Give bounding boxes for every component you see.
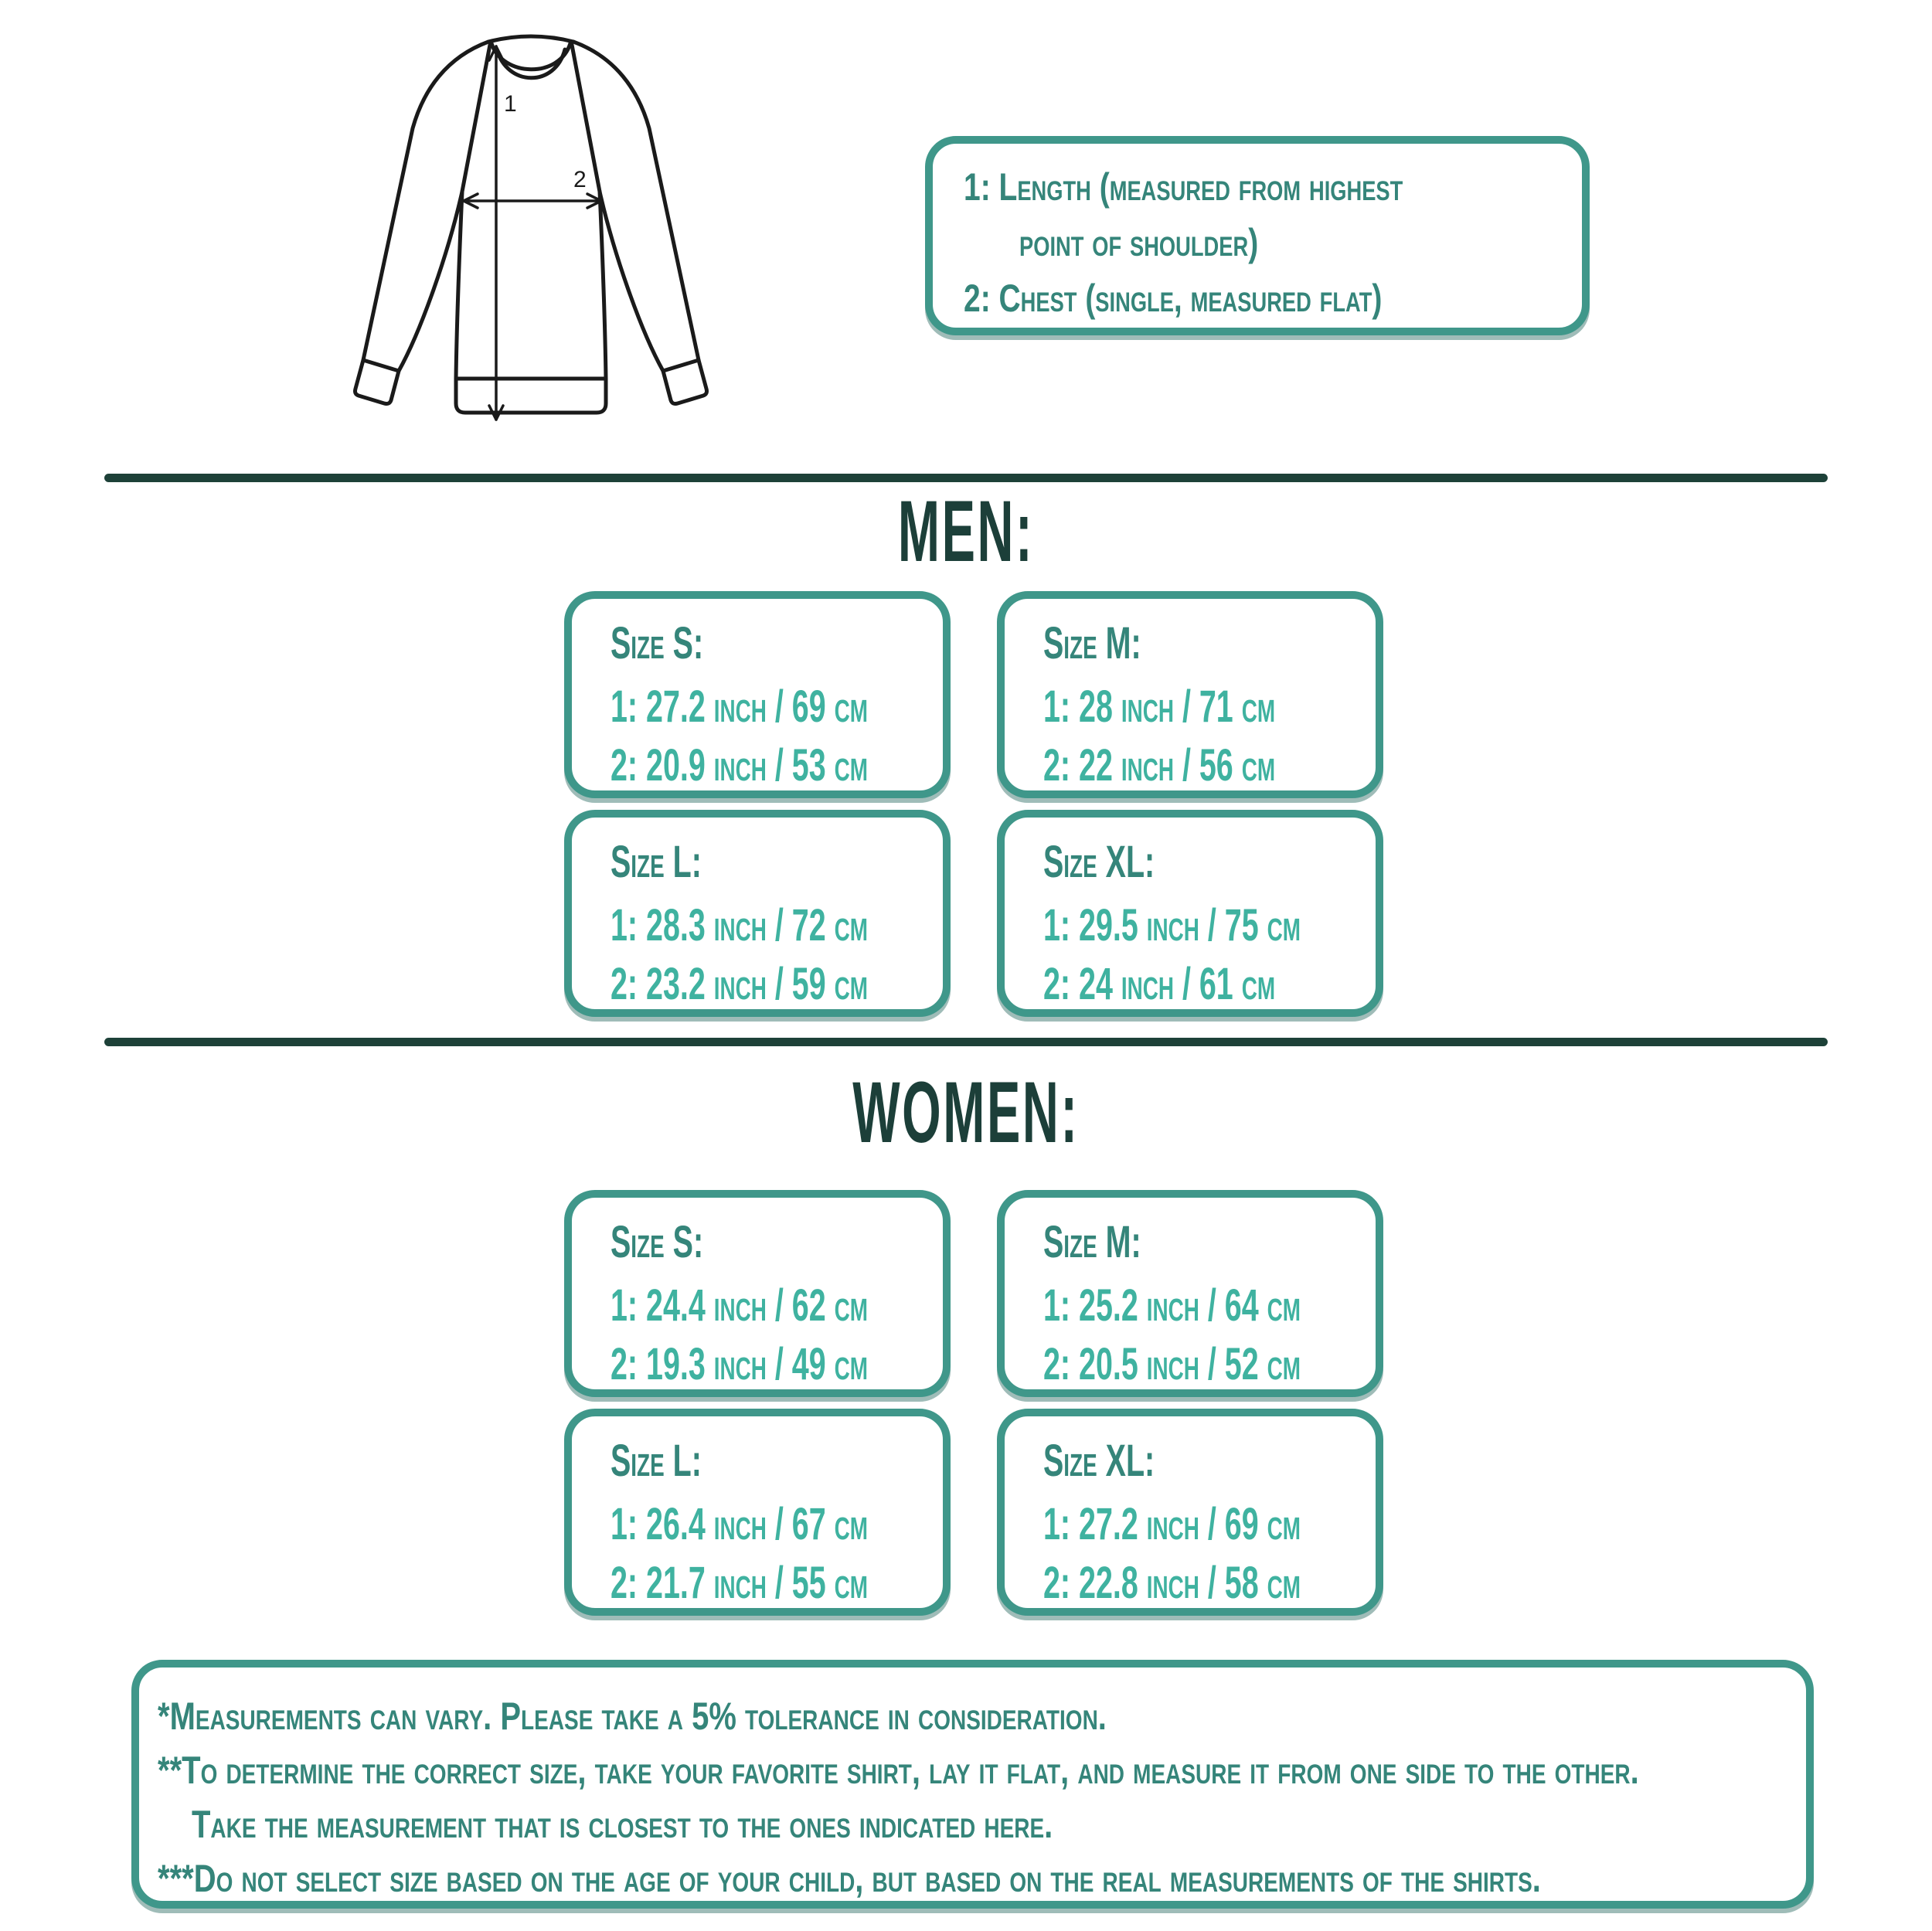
shirt-diagram xyxy=(348,29,715,435)
size-measurement: 1: 29.5 inch / 75 cm xyxy=(1043,900,1301,950)
length-arrow-label: 1 xyxy=(504,91,517,117)
size-measurement: 2: 21.7 inch / 55 cm xyxy=(611,1558,868,1608)
men-heading-text: MEN: xyxy=(897,483,1035,580)
chest-arrow-label: 2 xyxy=(573,167,587,192)
women-size-s-box xyxy=(564,1190,951,1397)
legend-line: 2: Chest (single, measured flat) xyxy=(964,277,1383,320)
legend-line: point of shoulder) xyxy=(1019,221,1259,264)
footnote: *Measurements can vary. Please take a 5% tolerance in consideration. xyxy=(158,1695,1107,1738)
shirt-cuff-left xyxy=(355,360,400,404)
men-size-xl-box xyxy=(997,810,1383,1017)
size-measurement: 2: 23.2 inch / 59 cm xyxy=(611,959,868,1009)
size-measurement: 1: 28 inch / 71 cm xyxy=(1043,682,1276,732)
size-measurement: 1: 28.3 inch / 72 cm xyxy=(611,900,868,950)
men-section-heading xyxy=(0,483,1932,580)
women-section-heading xyxy=(0,1064,1932,1161)
women-heading-text: WOMEN: xyxy=(852,1064,1080,1161)
size-label: Size M: xyxy=(1043,618,1141,668)
size-measurement: 2: 24 inch / 61 cm xyxy=(1043,959,1276,1009)
shirt-collar-top xyxy=(488,36,573,42)
shirt-sleeve-right-inner xyxy=(600,192,663,371)
men-size-l-box xyxy=(564,810,951,1017)
shirt-hem-band xyxy=(456,379,606,413)
size-measurement: 1: 27.2 inch / 69 cm xyxy=(611,682,868,732)
size-measurement: 1: 24.4 inch / 62 cm xyxy=(611,1280,868,1331)
footnote: Take the measurement that is closest to the ones indicated here. xyxy=(192,1803,1053,1846)
women-section-divider xyxy=(104,1038,1828,1046)
length-arrow xyxy=(489,46,503,420)
shirt-raglan-left xyxy=(462,45,490,192)
size-measurement: 2: 20.5 inch / 52 cm xyxy=(1043,1339,1301,1389)
size-label: Size L: xyxy=(611,837,702,887)
size-measurement: 1: 25.2 inch / 64 cm xyxy=(1043,1280,1301,1331)
size-label: Size XL: xyxy=(1043,837,1155,887)
footnote: ***Do not select size based on the age of your child, but based on the real measurements of the shirts. xyxy=(158,1857,1541,1900)
footnotes-box xyxy=(131,1660,1814,1909)
measurement-legend-box xyxy=(925,136,1590,335)
women-size-xl-box xyxy=(997,1409,1383,1616)
size-label: Size S: xyxy=(611,1217,704,1267)
size-label: Size XL: xyxy=(1043,1436,1155,1486)
size-measurement: 2: 19.3 inch / 49 cm xyxy=(611,1339,868,1389)
men-size-s-box xyxy=(564,591,951,798)
chest-arrow xyxy=(464,194,601,208)
size-measurement: 1: 27.2 inch / 69 cm xyxy=(1043,1499,1301,1549)
shirt-cuff-right xyxy=(663,360,707,404)
size-measurement: 1: 26.4 inch / 67 cm xyxy=(611,1499,868,1549)
men-size-m-box xyxy=(997,591,1383,798)
size-measurement: 2: 22 inch / 56 cm xyxy=(1043,740,1276,790)
size-label: Size M: xyxy=(1043,1217,1141,1267)
shirt-sleeve-left-inner xyxy=(399,192,462,371)
size-measurement: 2: 20.9 inch / 53 cm xyxy=(611,740,868,790)
men-section-divider xyxy=(104,474,1828,482)
size-measurement: 2: 22.8 inch / 58 cm xyxy=(1043,1558,1301,1608)
footnote: **To determine the correct size, take your favorite shirt, lay it flat, and measure it from one side to the other. xyxy=(158,1749,1639,1792)
size-label: Size S: xyxy=(611,618,704,668)
size-label: Size L: xyxy=(611,1436,702,1486)
women-size-m-box xyxy=(997,1190,1383,1397)
women-size-l-box xyxy=(564,1409,951,1616)
legend-line: 1: Length (measured from highest xyxy=(964,165,1403,209)
